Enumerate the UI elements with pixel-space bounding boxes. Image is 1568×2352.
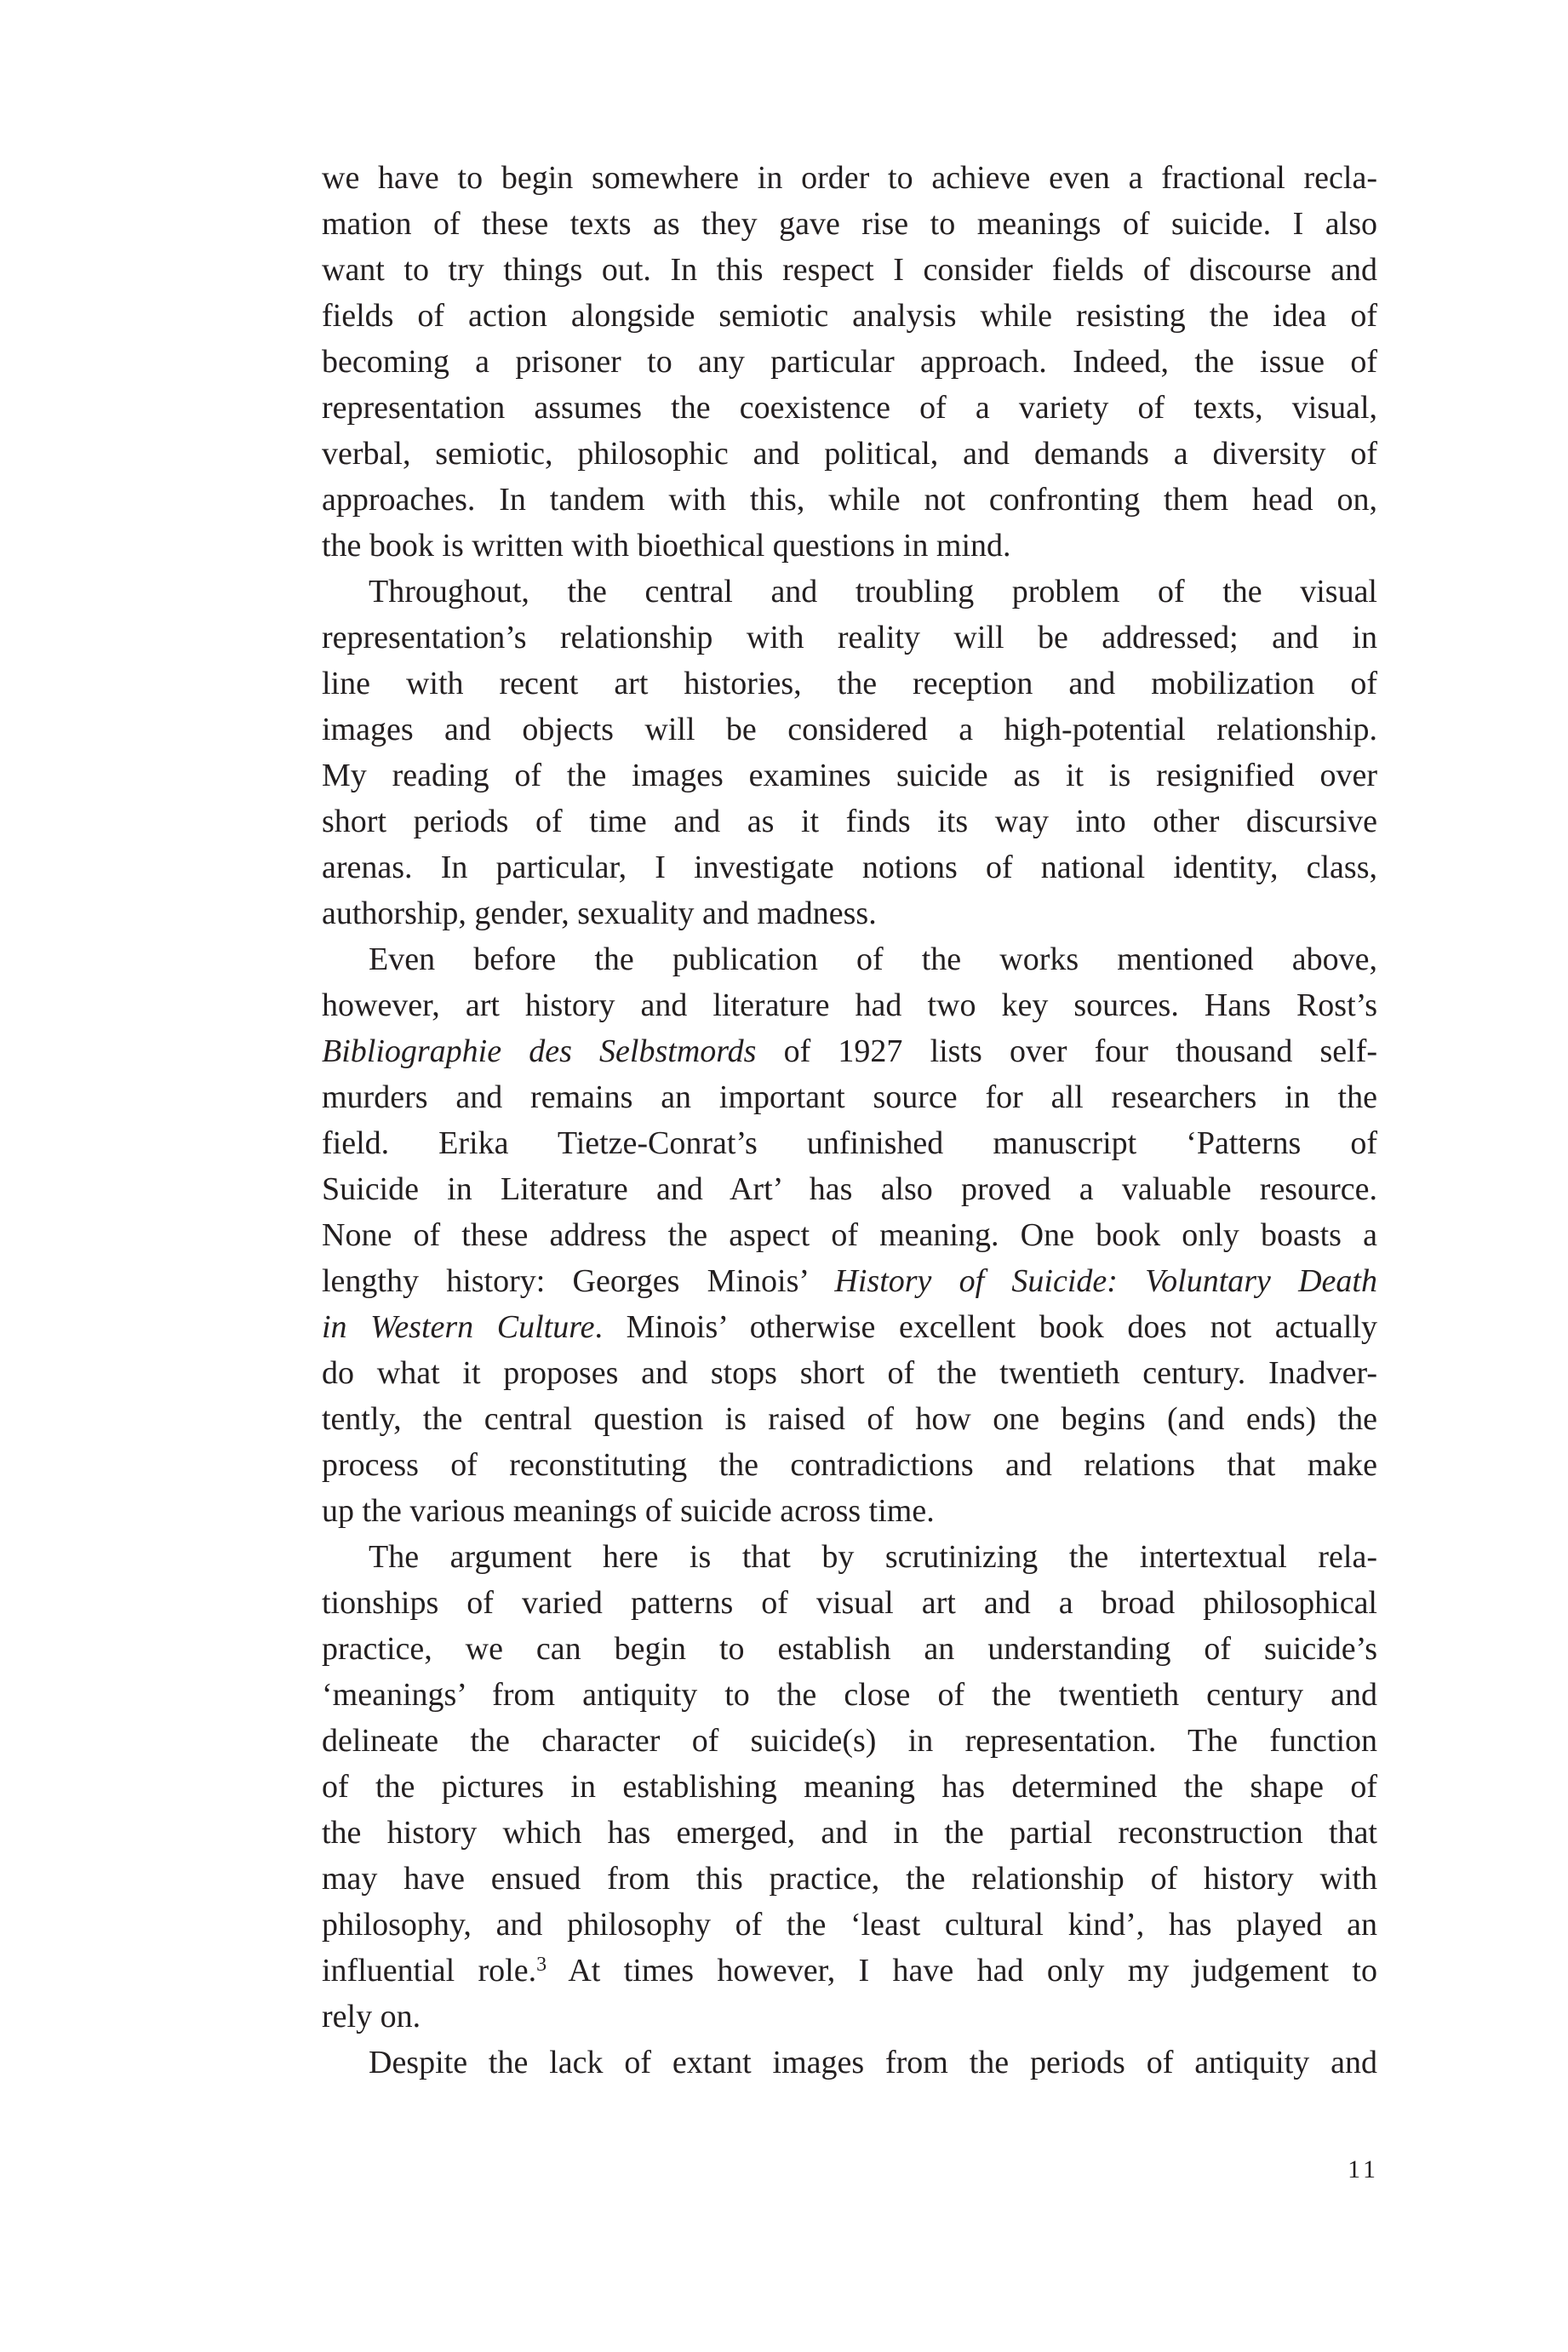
text-segment: line with recent art histories, the reception and mobilization of <box>322 666 1377 701</box>
text-line <box>322 753 1377 798</box>
text-line <box>322 1902 1377 1948</box>
text-line <box>322 1350 1377 1396</box>
text-segment: delineate the character of suicide(s) in representation. The function <box>322 1723 1377 1759</box>
text-segment: fields of action alongside semiotic analysis while resisting the idea of <box>322 298 1377 334</box>
text-line <box>322 1488 1377 1534</box>
text-line <box>322 201 1377 247</box>
text-line <box>322 1028 1377 1074</box>
text-segment: representation assumes the coexistence of a variety of texts, visual, <box>322 390 1377 426</box>
text-line <box>322 1672 1377 1718</box>
text-line <box>322 1258 1377 1304</box>
text-line <box>322 661 1377 707</box>
text-segment: tionships of varied patterns of visual art and a broad philosophical <box>322 1585 1377 1621</box>
text-segment: The argument here is that by scrutinizing the intertextual rela- <box>369 1539 1377 1575</box>
text-line <box>322 844 1377 890</box>
text-line <box>322 1534 1377 1580</box>
text-line <box>322 1442 1377 1488</box>
text-line <box>322 936 1377 982</box>
text-line <box>322 1396 1377 1442</box>
paragraph <box>322 2040 1377 2086</box>
text-segment: rely on. <box>322 1999 421 2034</box>
text-segment: short periods of time and as it finds its way into other discursive <box>322 804 1377 839</box>
text-line <box>322 1166 1377 1212</box>
text-segment: At times however, I have had only my judgement to <box>547 1953 1377 1989</box>
text-segment: . Minois’ otherwise excellent book does not actually <box>594 1309 1377 1345</box>
text-segment: authorship, gender, sexuality and madness. <box>322 896 877 931</box>
text-line <box>322 890 1377 936</box>
text-line <box>322 155 1377 201</box>
text-segment: images and objects will be considered a high-potential relationship. <box>322 712 1377 747</box>
text-segment: Throughout, the central and troubling problem of the visual <box>369 574 1377 609</box>
text-segment: want to try things out. In this respect I consider fields of discourse and <box>322 252 1377 288</box>
text-line <box>322 2040 1377 2086</box>
italic-title: Bibliographie des Selbstmords <box>322 1033 757 1069</box>
text-segment: the history which has emerged, and in the partial reconstruction that <box>322 1815 1377 1851</box>
text-line <box>322 1304 1377 1350</box>
text-segment: arenas. In particular, I investigate notions of national identity, class, <box>322 850 1377 885</box>
text-segment: of the pictures in establishing meaning has determined the shape of <box>322 1769 1377 1805</box>
text-segment: murders and remains an important source for all researchers in the <box>322 1079 1377 1115</box>
text-segment: Despite the lack of extant images from the periods of antiquity and <box>369 2045 1377 2080</box>
text-line <box>322 1948 1377 1994</box>
text-segment: approaches. In tandem with this, while not confronting them head on, <box>322 482 1377 518</box>
text-line <box>322 1718 1377 1764</box>
text-segment: the book is written with bioethical questions in mind. <box>322 528 1011 564</box>
text-segment: ‘meanings’ from antiquity to the close of the twentieth century and <box>322 1677 1377 1713</box>
italic-title: History of Suicide: Voluntary Death <box>834 1263 1377 1299</box>
text-segment: Suicide in Literature and Art’ has also proved a valuable resource. <box>322 1171 1377 1207</box>
text-line <box>322 1810 1377 1856</box>
text-line <box>322 247 1377 293</box>
text-segment: we have to begin somewhere in order to achieve even a fractional recla- <box>322 160 1377 196</box>
text-line <box>322 1764 1377 1810</box>
text-line <box>322 615 1377 661</box>
text-line <box>322 1994 1377 2040</box>
text-segment: representation’s relationship with reality will be addressed; and in <box>322 620 1377 655</box>
italic-title: in Western Culture <box>322 1309 595 1345</box>
text-line <box>322 798 1377 844</box>
paragraph <box>322 936 1377 1534</box>
text-line <box>322 1074 1377 1120</box>
paragraph <box>322 569 1377 936</box>
footnote-ref[interactable]: 3 <box>536 1954 547 1976</box>
text-segment: up the various meanings of suicide across time. <box>322 1493 935 1529</box>
text-line <box>322 1580 1377 1626</box>
text-line <box>322 477 1377 523</box>
text-line <box>322 339 1377 385</box>
text-line <box>322 1626 1377 1672</box>
text-line <box>322 523 1377 569</box>
text-segment: My reading of the images examines suicide as it is resignified over <box>322 758 1377 793</box>
text-line <box>322 1212 1377 1258</box>
text-line <box>322 431 1377 477</box>
paragraph <box>322 1534 1377 2040</box>
text-segment: do what it proposes and stops short of the twentieth century. Inadver- <box>322 1355 1377 1391</box>
text-segment: becoming a prisoner to any particular approach. Indeed, the issue of <box>322 344 1377 380</box>
text-segment: tently, the central question is raised of how one begins (and ends) the <box>322 1401 1377 1437</box>
text-segment: influential role. <box>322 1953 537 1989</box>
text-segment: practice, we can begin to establish an understanding of suicide’s <box>322 1631 1377 1667</box>
text-segment: of 1927 lists over four thousand self- <box>756 1033 1377 1069</box>
text-line <box>322 385 1377 431</box>
text-segment: lengthy history: Georges Minois’ <box>322 1263 835 1299</box>
text-segment: field. Erika Tietze-Conrat’s unfinished manuscript ‘Patterns of <box>322 1125 1377 1161</box>
text-segment: process of reconstituting the contradictions and relations that make <box>322 1447 1377 1483</box>
text-line <box>322 707 1377 753</box>
text-line <box>322 569 1377 615</box>
text-segment: mation of these texts as they gave rise to meanings of suicide. I also <box>322 206 1377 242</box>
page-number: 11 <box>1348 2155 1379 2183</box>
text-segment: however, art history and literature had two key sources. Hans Rost’s <box>322 987 1377 1023</box>
text-segment: Even before the publication of the works mentioned above, <box>369 941 1377 977</box>
text-segment: philosophy, and philosophy of the ‘least cultural kind’, has played an <box>322 1907 1377 1943</box>
body-text <box>322 155 1377 2086</box>
text-segment: may have ensued from this practice, the relationship of history with <box>322 1861 1377 1897</box>
text-segment: verbal, semiotic, philosophic and political, and demands a diversity of <box>322 436 1377 472</box>
text-line <box>322 293 1377 339</box>
text-segment: None of these address the aspect of meaning. One book only boasts a <box>322 1217 1377 1253</box>
text-line <box>322 1856 1377 1902</box>
paragraph <box>322 155 1377 569</box>
text-line <box>322 1120 1377 1166</box>
text-line <box>322 982 1377 1028</box>
